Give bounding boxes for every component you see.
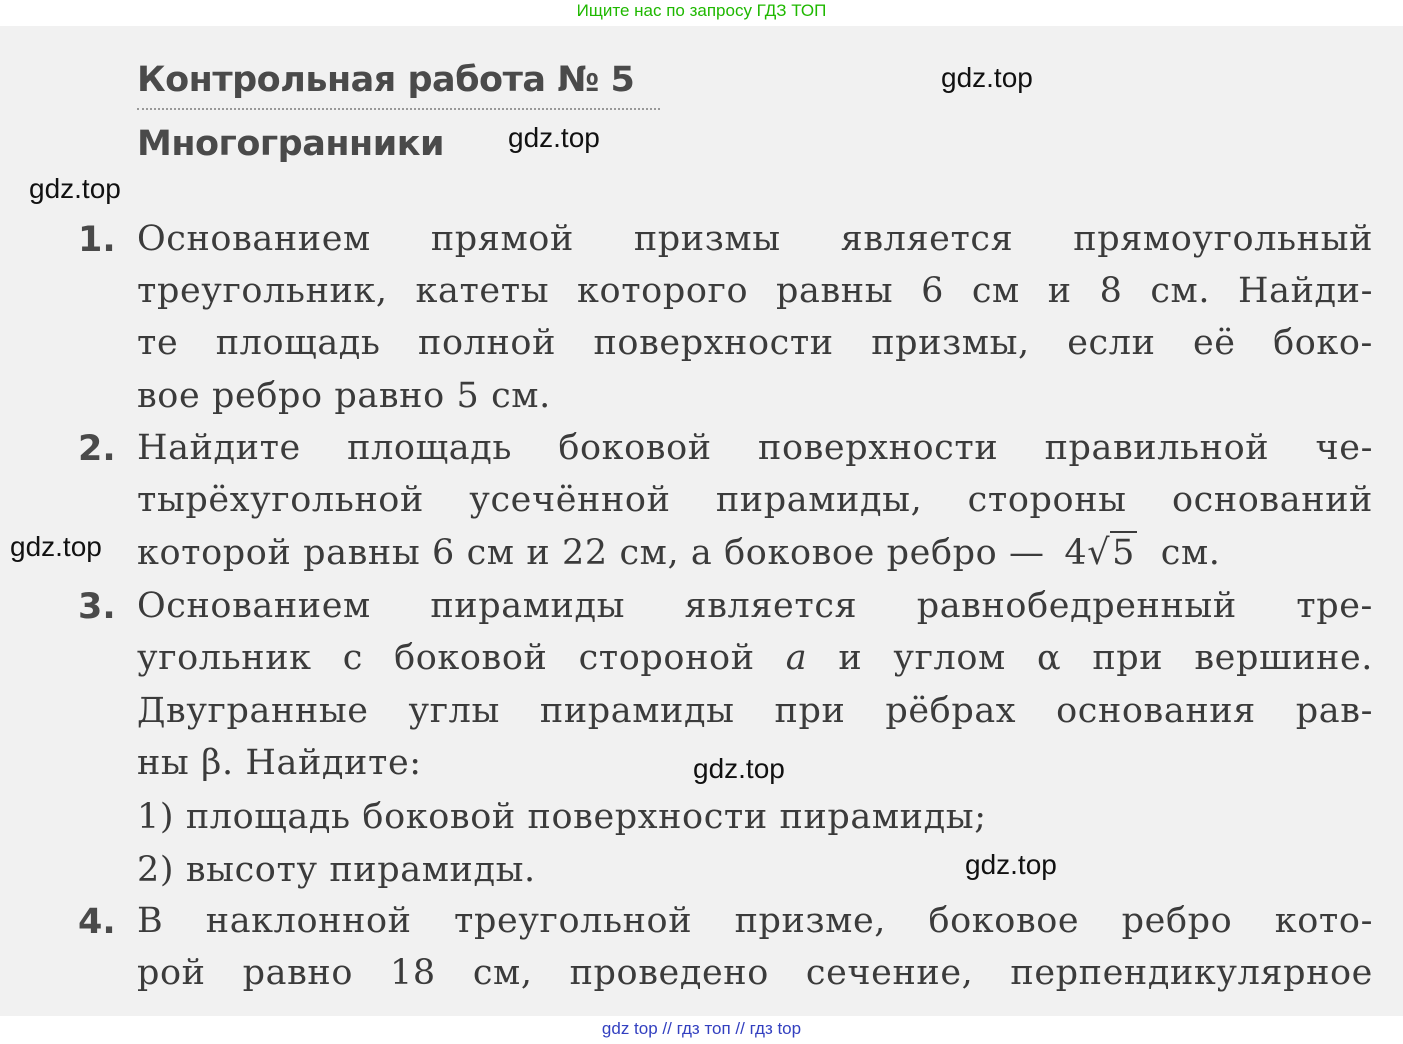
task-text: угольник с боковой стороной [137, 638, 755, 678]
task-number: 4. [78, 902, 116, 942]
sqrt-expression [1064, 533, 1148, 573]
variable-a: a [785, 638, 808, 678]
watermark: gdz.top [965, 849, 1057, 880]
bottom-banner[interactable]: gdz top // гдз топ // гдз top [601, 1019, 802, 1038]
task-text-line [137, 533, 1373, 573]
task-text: которой равны 6 см и 22 см, а боковое ребро — [137, 533, 1045, 573]
task-number: 2. [78, 429, 116, 469]
task-text-line: Основанием пирамиды является равнобедренный тре- [137, 586, 1373, 626]
title-divider [137, 108, 660, 112]
sqrt-coefficient: 4 [1064, 533, 1088, 573]
task-text-line: те площадь полной поверхности призмы, если её боко- [137, 323, 1373, 363]
task-text-line: треугольник, катеты которого равны 6 см и 8 см. Найди- [137, 271, 1373, 311]
watermark: gdz.top [10, 531, 102, 562]
sqrt-symbol: √5 [1087, 533, 1136, 573]
task-text: и углом α при вершине. [838, 638, 1373, 678]
watermark: gdz.top [693, 753, 785, 784]
sqrt-radicand: 5 [1112, 533, 1136, 573]
list-item: 1) площадь боковой поверхности пирамиды; [137, 797, 987, 837]
list-item: 2) высоту пирамиды. [137, 850, 536, 890]
task-text-line: Найдите площадь боковой поверхности правильной че- [137, 428, 1373, 468]
task-text-line: рой равно 18 см, проведено сечение, перпендикулярное [137, 953, 1373, 993]
task-text-line: тырёхугольной усечённой пирамиды, стороны оснований [137, 480, 1373, 520]
watermark: gdz.top [941, 62, 1033, 93]
watermark: gdz.top [29, 173, 121, 204]
task-text-line: ны β. Найдите: [137, 743, 422, 783]
task-text-line [137, 638, 1373, 678]
task-number: 3. [78, 587, 116, 627]
page-title: Контрольная работа № 5 [137, 60, 635, 100]
task-text-line: вое ребро равно 5 см. [137, 376, 551, 416]
task-text-line: В наклонной треугольной призме, боковое ребро кото- [137, 901, 1373, 941]
task-text: см. [1160, 533, 1221, 573]
task-text-line: Двугранные углы пирамиды при рёбрах основания рав- [137, 691, 1373, 731]
task-text-line: Основанием прямой призмы является прямоугольный [137, 219, 1373, 259]
task-number: 1. [78, 220, 116, 260]
page-subtitle: Многогранники [137, 124, 445, 164]
top-banner[interactable]: Ищите нас по запросу ГДЗ ТОП [576, 1, 827, 20]
watermark: gdz.top [508, 122, 600, 153]
